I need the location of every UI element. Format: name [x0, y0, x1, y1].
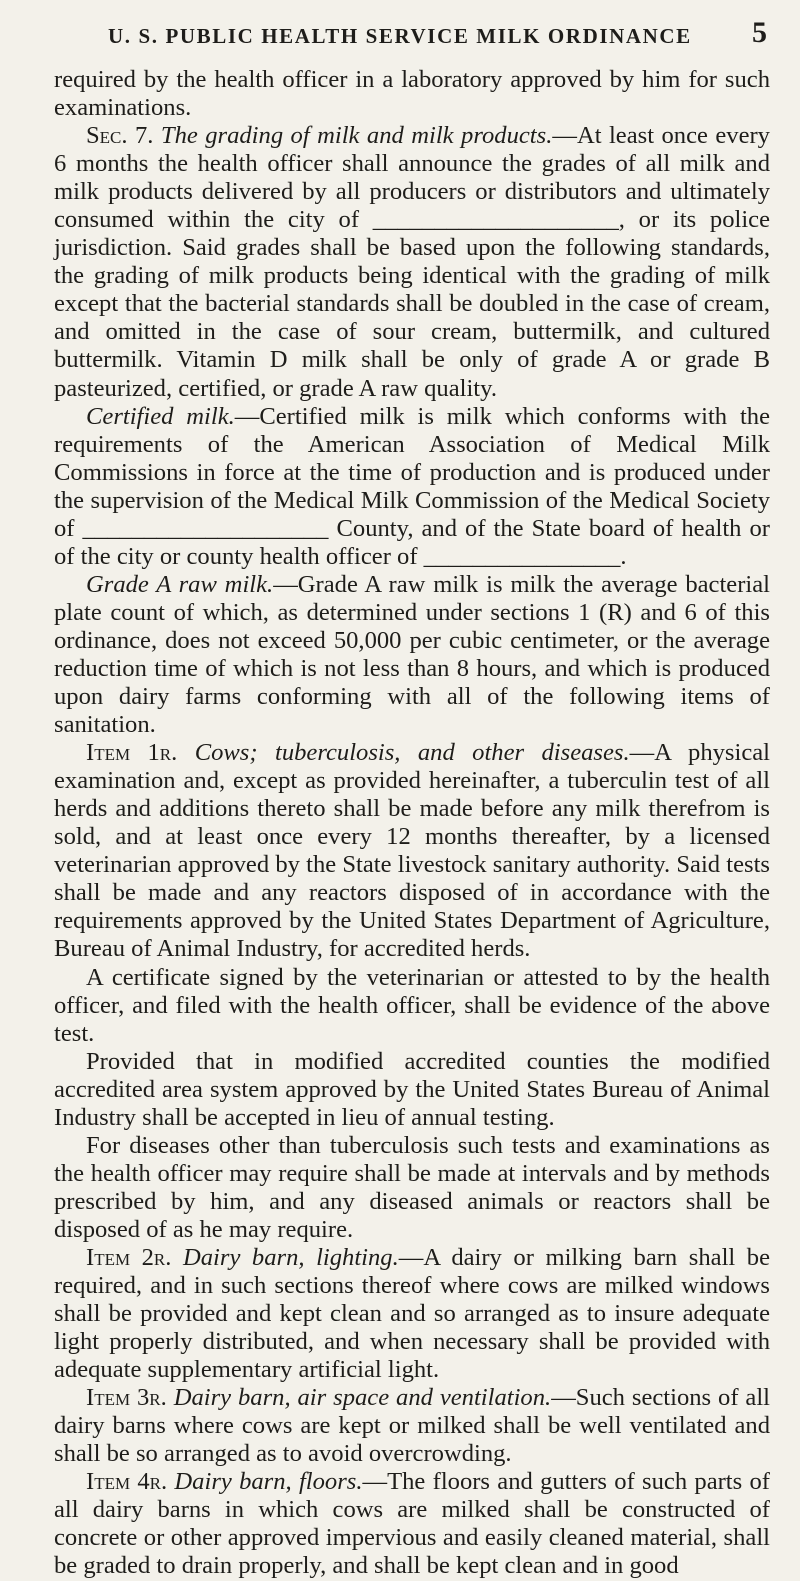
body-text	[54, 66, 770, 1581]
section-heading: The grading of milk and milk products.	[160, 122, 553, 150]
item-heading: Dairy barn, lighting.	[182, 1243, 399, 1271]
paragraph	[54, 964, 770, 1048]
running-head	[0, 10, 800, 54]
paragraph-text: —Grade A raw milk is milk the average bacterial plate count of which, as determined under sections 1 (R) and 6 of this ordinance, does not exceed 50,000 per cubic centimeter, or the average reduction time of which is not less than 8 hours, and which is produced upon dairy farms conforming with all of the following items of sanitation.	[54, 570, 770, 739]
paragraph-text: Provided that in modified accredited counties the modified accredited area system approved by the United States Bureau of Animal Industry shall be accepted in lieu of annual testing.	[54, 1047, 770, 1131]
paragraph	[54, 1132, 770, 1244]
item-heading: Dairy barn, floors.	[174, 1468, 363, 1496]
paragraph	[54, 1384, 770, 1468]
paragraph	[54, 122, 770, 402]
item-lead: Item 2r.	[86, 1243, 172, 1271]
item-heading: Dairy barn, air space and ventilation.	[173, 1384, 552, 1412]
paragraph-text: —Certified milk is milk which conforms with the requirements of the American Association of Medical Milk Commissions in force at the time of production and is produced under the supervision of the Medical Milk Commission of the Medical Society of ____________________ County, and of the State board of health or of the city or county health officer of ________________.	[54, 402, 770, 570]
item-lead: Item 4r.	[86, 1468, 168, 1496]
paragraph	[54, 403, 770, 571]
paragraph-text: A certificate signed by the veterinarian or attested to by the health officer, and filed with the health officer, shall be evidence of the above test.	[54, 963, 770, 1047]
paragraph	[54, 1048, 770, 1132]
paragraph-text: —The floors and gutters of such parts of all dairy barns in which cows are milked shall be constructed of concrete or other approved impervious and easily cleaned material, shall be graded to drain properly, and shall be kept clean and in good	[54, 1468, 770, 1580]
section-heading: Certified milk.	[86, 402, 235, 430]
section-heading: Grade A raw milk.	[86, 570, 274, 598]
paragraph-text: —A dairy or milking barn shall be required, and in such sections thereof where cows are milked windows shall be provided and kept clean and so arranged as to insure adequate light properly distributed, and when necessary shall be provided with adequate supplementary artificial light.	[54, 1243, 771, 1384]
item-heading: Cows; tuberculosis, and other diseases.	[194, 739, 630, 767]
running-title: U. S. PUBLIC HEALTH SERVICE MILK ORDINANCE	[108, 24, 692, 48]
paragraph	[54, 66, 770, 122]
paragraph-text: —A physical examination and, except as provided hereinafter, a tuberculin test of all herds and additions thereto shall be made before any milk therefrom is sold, and at least once every 12 months thereafter, by a licensed veterinarian approved by the State livestock sanitary authority. Said tests shall be made and any reactors disposed of in accordance with the requirements approved by the United States Department of Agriculture, Bureau of Animal Industry, for accredited herds.	[54, 739, 770, 963]
paragraph-text: For diseases other than tuberculosis such tests and examinations as the health officer may require shall be made at intervals and by methods prescribed by him, and any diseased animals or reactors shall be disposed of as he may require.	[54, 1131, 770, 1243]
paragraph	[54, 739, 770, 963]
paragraph	[54, 1244, 770, 1384]
paragraph	[54, 571, 770, 739]
paragraph	[54, 1468, 770, 1580]
paragraph-text: —At least once every 6 months the health officer shall announce the grades of all milk and milk products delivered by all producers or distributors and ultimately consumed within the city of ____________________, or its police jurisdiction. Said grades shall be based upon the following standards, the grading of milk products being identical with the grading of milk except that the bacterial standards shall be doubled in the case of cream, and omitted in the case of sour cream, buttermilk, and cultured buttermilk. Vitamin D milk shall be only of grade A or grade B pasteurized, certified, or grade A raw quality.	[54, 122, 770, 402]
paragraph-text: —Such sections of all dairy barns where cows are kept or milked shall be well ventilated and shall be so arranged as to avoid overcrowding.	[54, 1384, 771, 1468]
section-lead: Sec. 7.	[86, 122, 154, 150]
page-number: 5	[752, 16, 767, 49]
paragraph-text: required by the health officer in a laboratory approved by him for such examinations.	[54, 66, 770, 122]
item-lead: Item 1r.	[86, 739, 178, 767]
item-lead: Item 3r.	[86, 1384, 167, 1412]
